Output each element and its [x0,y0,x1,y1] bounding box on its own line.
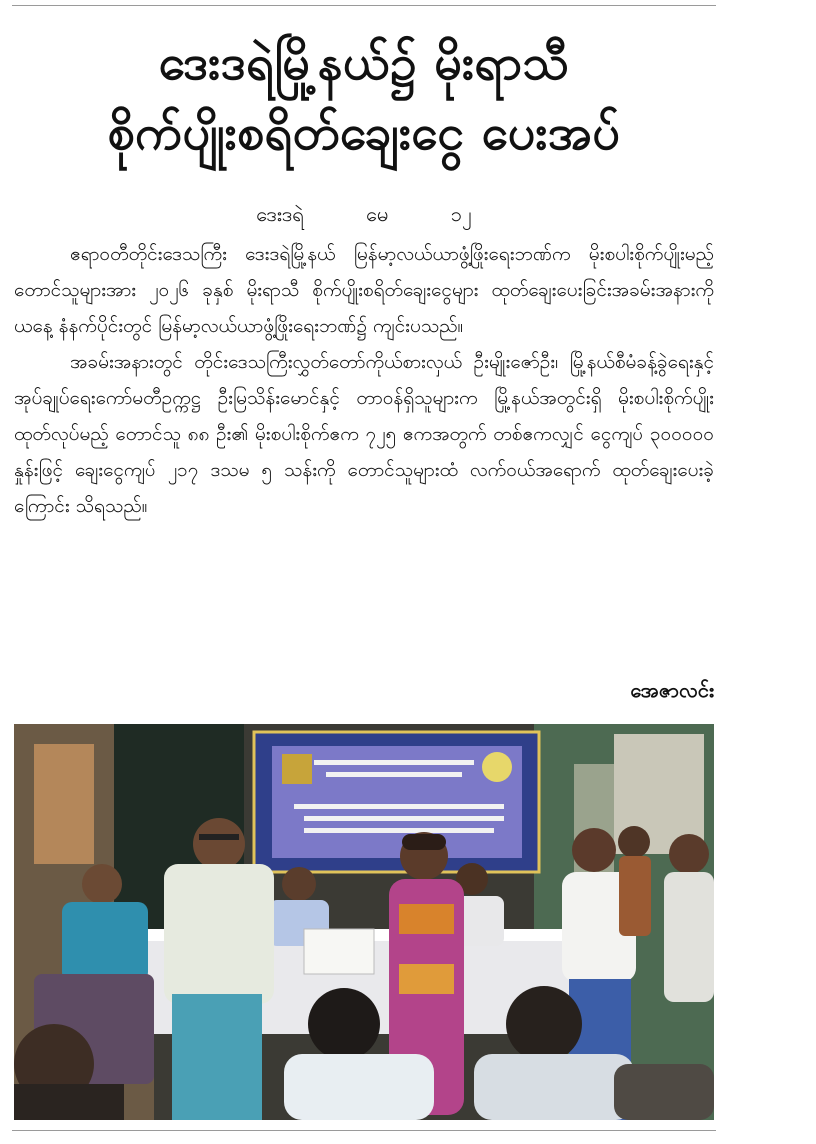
paragraph-1: ဧရာဝတီတိုင်းဒေသကြီး ဒေးဒရဲမြို့နယ် မြန်မာ့လယ်ယာဖွံ့ဖြိုးရေးဘဏ်က မိုးစပါးစိုက်ပျိုးမည့် တောင်သူများအား ၂၀၂၆ ခုနှစ် မိုးရာသီ စိုက်ပျိုးစရိတ်ချေးငွေများ ထုတ်ချေးပေးခြင်းအခမ်းအနားကို ယနေ့ နံနက်ပိုင်းတွင် မြန်မာ့လယ်ယာဖွံ့ဖြိုးရေးဘဏ်၌ ကျင်းပသည်။ [14,243,714,337]
ceremony-photo [14,724,714,1120]
dateline-month: မေ [366,202,389,226]
paragraph-2: အခမ်းအနားတွင် တိုင်းဒေသကြီးလွှတ်တော်ကိုယ်စားလှယ် ဦးမျိုးဇော်ဦး၊ မြို့နယ်စီမံခန့်ခွဲရေးနှင့် အုပ်ချုပ်ရေးကော်မတီဥက္ကဋ္ဌ ဦးမြသိန်းမောင်နှင့် တာဝန်ရှိသူများက မြို့နယ်အတွင်းရှိ မိုးစပါးစိုက်ပျိုး ထုတ်လုပ်မည့် တောင်သူ ၈၈ ဦး၏ မိုးစပါးစိုက်ဧက ၇၂၅ ဧကအတွက် တစ်ဧကလျှင် ငွေကျပ် ၃၀၀၀၀၀ နှုန်းဖြင့် ချေးငွေကျပ် ၂၁၇ ဒသမ ၅ သန်းကို တောင်သူများထံ လက်ဝယ်အရောက် ထုတ်ချေးပေးခဲ့ကြောင်း သိရသည်။ [14,351,714,517]
dateline [12,198,716,230]
top-divider [12,5,716,6]
bottom-divider [12,1130,716,1131]
byline: အေဇာလင်း [630,678,714,702]
headline [12,28,716,168]
dateline-day: ၁၂ [450,202,472,226]
dateline-place: ဒေးဒရဲ [256,202,304,226]
article-body [14,236,714,524]
headline-line-1: ဒေးဒရဲမြို့နယ်၌ မိုးရာသီ [158,35,570,91]
headline-line-2: စိုက်ပျိုးစရိတ်ချေးငွေ ပေးအပ် [107,105,621,161]
